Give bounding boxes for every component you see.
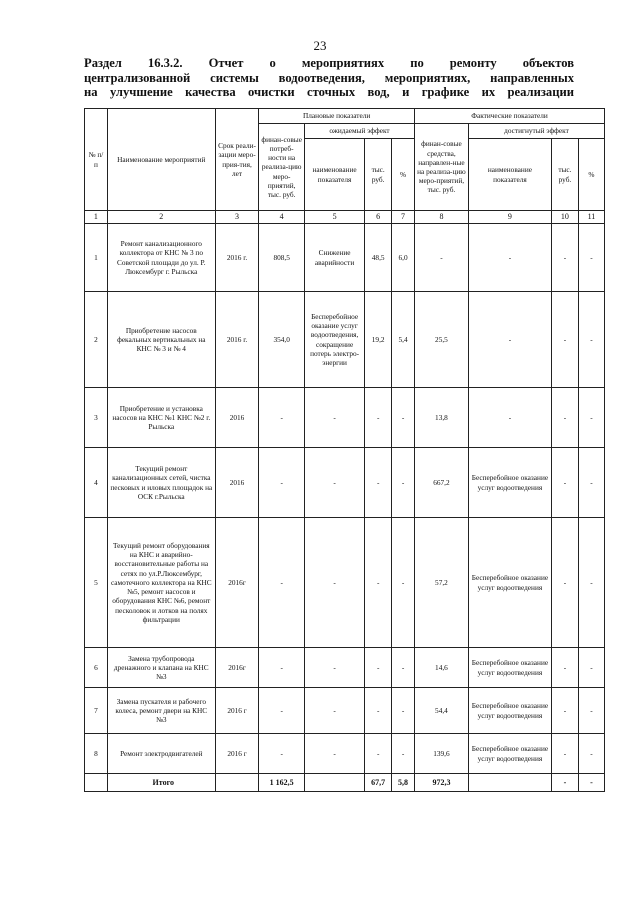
cell-num: 5 <box>85 518 108 648</box>
cell-expected-name: - <box>304 518 364 648</box>
cell-name: Ремонт электродвигателей <box>107 734 215 774</box>
cell-fact-funds: 54,4 <box>414 688 468 734</box>
total-plan-funds: 1 162,5 <box>259 774 305 792</box>
cell-achieved-rub: - <box>551 518 578 648</box>
cell-expected-pct: 6,0 <box>392 224 415 292</box>
header-term: Срок реали-зации меро-прия-тия, лет <box>215 109 259 211</box>
header-thousand-rub: тыс. руб. <box>365 139 392 211</box>
cell-num: 6 <box>85 648 108 688</box>
total-row <box>85 774 605 792</box>
title-line: Раздел 16.3.2. Отчет о мероприятиях по ремонту объектов <box>84 56 574 70</box>
cell-fact-funds: 13,8 <box>414 388 468 448</box>
cell-name: Приобретение насосов фекальных вертикальных на КНС № 3 и № 4 <box>107 292 215 388</box>
cell-achieved-rub: - <box>551 734 578 774</box>
cell-achieved-pct: - <box>578 688 604 734</box>
cell-name: Приобретение и установка насосов на КНС №1 КНС №2 г. Рыльска <box>107 388 215 448</box>
cell-achieved-rub: - <box>551 648 578 688</box>
col-index: 3 <box>215 211 259 224</box>
cell-fact-funds: 14,6 <box>414 648 468 688</box>
col-index: 5 <box>304 211 364 224</box>
cell-achieved-rub: - <box>551 292 578 388</box>
cell-name: Замена пускателя и рабочего колеса, ремонт двери на КНС №3 <box>107 688 215 734</box>
total-num <box>85 774 108 792</box>
cell-fact-funds: - <box>414 224 468 292</box>
cell-term: 2016 <box>215 448 259 518</box>
cell-plan-funds: - <box>259 648 305 688</box>
cell-term: 2016 г <box>215 688 259 734</box>
header-actual-group: Фактические показатели <box>414 109 604 124</box>
section-title <box>84 56 574 100</box>
total-term <box>215 774 259 792</box>
total-expected-name <box>304 774 364 792</box>
cell-plan-funds: - <box>259 734 305 774</box>
table-row <box>85 518 605 648</box>
cell-achieved-rub: - <box>551 448 578 518</box>
cell-achieved-name: Бесперебойное оказание услуг водоотведения <box>468 518 551 648</box>
cell-achieved-name: Бесперебойное оказание услуг водоотведения <box>468 648 551 688</box>
cell-plan-funds: 354,0 <box>259 292 305 388</box>
header-actual-funds: финан-совые средства, направлен-ные на реализа-цию меро-приятий, тыс. руб. <box>414 124 468 211</box>
cell-num: 3 <box>85 388 108 448</box>
cell-plan-funds: 808,5 <box>259 224 305 292</box>
cell-expected-name: Снижение аварийности <box>304 224 364 292</box>
col-index: 7 <box>392 211 415 224</box>
cell-achieved-name: Бесперебойное оказание услуг водоотведения <box>468 734 551 774</box>
header-thousand-rub: тыс. руб. <box>551 139 578 211</box>
cell-num: 7 <box>85 688 108 734</box>
cell-achieved-name: Бесперебойное оказание услуг водоотведения <box>468 688 551 734</box>
cell-fact-funds: 139,6 <box>414 734 468 774</box>
cell-plan-funds: - <box>259 448 305 518</box>
cell-expected-name: - <box>304 688 364 734</box>
cell-achieved-pct: - <box>578 518 604 648</box>
col-index: 9 <box>468 211 551 224</box>
header-indicator-name: наименование показателя <box>304 139 364 211</box>
cell-expected-name: - <box>304 734 364 774</box>
table-row <box>85 448 605 518</box>
table-row <box>85 388 605 448</box>
cell-expected-pct: - <box>392 648 415 688</box>
cell-term: 2016 г. <box>215 224 259 292</box>
cell-num: 1 <box>85 224 108 292</box>
total-expected-rub: 67,7 <box>365 774 392 792</box>
cell-num: 2 <box>85 292 108 388</box>
cell-expected-name: - <box>304 448 364 518</box>
cell-fact-funds: 667,2 <box>414 448 468 518</box>
cell-achieved-rub: - <box>551 388 578 448</box>
cell-expected-pct: - <box>392 388 415 448</box>
header-planned-group: Плановые показатели <box>259 109 415 124</box>
total-achieved-rub: - <box>551 774 578 792</box>
cell-achieved-pct: - <box>578 648 604 688</box>
col-index: 10 <box>551 211 578 224</box>
col-index: 1 <box>85 211 108 224</box>
table-row <box>85 688 605 734</box>
cell-name: Замена трубопровода дренажного и клапана на КНС №3 <box>107 648 215 688</box>
cell-num: 8 <box>85 734 108 774</box>
cell-expected-rub: - <box>365 518 392 648</box>
col-index: 8 <box>414 211 468 224</box>
cell-name: Ремонт канализационного коллектора от КНС № 3 по Советской площади до ул. Р. Люксембург г. Рыльска <box>107 224 215 292</box>
cell-expected-rub: - <box>365 648 392 688</box>
cell-achieved-pct: - <box>578 224 604 292</box>
title-line: на улучшение качества очистки сточных вод, и графике их реализации <box>84 85 574 100</box>
cell-expected-pct: 5,4 <box>392 292 415 388</box>
table-row <box>85 292 605 388</box>
cell-achieved-pct: - <box>578 448 604 518</box>
cell-expected-rub: - <box>365 734 392 774</box>
table-row <box>85 734 605 774</box>
cell-achieved-pct: - <box>578 734 604 774</box>
cell-name: Текущий ремонт оборудования на КНС и аварийно-восстановительные работы на сетях по ул.Р.Люксембург, самотечного коллектора на КНС №5, ремонт насосов и оборудования КНС №6, ремонт песколовок и лотков на полях фильтрации <box>107 518 215 648</box>
page-number: 23 <box>313 38 327 53</box>
header-percent: % <box>578 139 604 211</box>
cell-term: 2016 г <box>215 734 259 774</box>
cell-achieved-rub: - <box>551 688 578 734</box>
header-indicator-name: наименование показателя <box>468 139 551 211</box>
header-percent: % <box>392 139 415 211</box>
cell-achieved-pct: - <box>578 292 604 388</box>
cell-expected-pct: - <box>392 518 415 648</box>
header-expected-effect: ожидаемый эффект <box>304 124 414 139</box>
table-row <box>85 224 605 292</box>
cell-fact-funds: 57,2 <box>414 518 468 648</box>
cell-plan-funds: - <box>259 688 305 734</box>
report-table <box>84 108 605 792</box>
cell-expected-pct: - <box>392 448 415 518</box>
cell-expected-rub: - <box>365 448 392 518</box>
cell-term: 2016г <box>215 518 259 648</box>
table-row <box>85 648 605 688</box>
header-achieved-effect: достигнутый эффект <box>468 124 604 139</box>
cell-expected-name: - <box>304 648 364 688</box>
header-name: Наименование мероприятий <box>107 109 215 211</box>
header-planned-funds: финан-совые потреб-ности на реализа-цию меро-приятий, тыс. руб. <box>259 124 305 211</box>
cell-expected-name: Бесперебойное оказание услуг водоотведения, сокращение потерь электро-энергии <box>304 292 364 388</box>
cell-term: 2016г <box>215 648 259 688</box>
col-index: 4 <box>259 211 305 224</box>
cell-expected-name: - <box>304 388 364 448</box>
cell-expected-rub: - <box>365 388 392 448</box>
cell-expected-rub: 19,2 <box>365 292 392 388</box>
cell-num: 4 <box>85 448 108 518</box>
total-expected-pct: 5,8 <box>392 774 415 792</box>
total-fact-funds: 972,3 <box>414 774 468 792</box>
header-num: № п/п <box>85 109 108 211</box>
cell-achieved-name: - <box>468 224 551 292</box>
cell-expected-pct: - <box>392 688 415 734</box>
total-label: Итого <box>107 774 215 792</box>
cell-expected-rub: - <box>365 688 392 734</box>
cell-expected-pct: - <box>392 734 415 774</box>
cell-fact-funds: 25,5 <box>414 292 468 388</box>
cell-term: 2016 <box>215 388 259 448</box>
cell-achieved-rub: - <box>551 224 578 292</box>
cell-achieved-name: Бесперебойное оказание услуг водоотведения <box>468 448 551 518</box>
cell-term: 2016 г. <box>215 292 259 388</box>
total-achieved-pct: - <box>578 774 604 792</box>
col-index: 6 <box>365 211 392 224</box>
cell-achieved-name: - <box>468 292 551 388</box>
cell-plan-funds: - <box>259 518 305 648</box>
cell-name: Текущий ремонт канализационных сетей, чистка песковых и иловых площадок на ОСК г.Рыльска <box>107 448 215 518</box>
col-index: 2 <box>107 211 215 224</box>
col-index: 11 <box>578 211 604 224</box>
title-line: централизованной системы водоотведения, мероприятиях, направленных <box>84 70 574 85</box>
cell-achieved-pct: - <box>578 388 604 448</box>
cell-achieved-name: - <box>468 388 551 448</box>
cell-expected-rub: 48,5 <box>365 224 392 292</box>
cell-plan-funds: - <box>259 388 305 448</box>
total-achieved-name <box>468 774 551 792</box>
